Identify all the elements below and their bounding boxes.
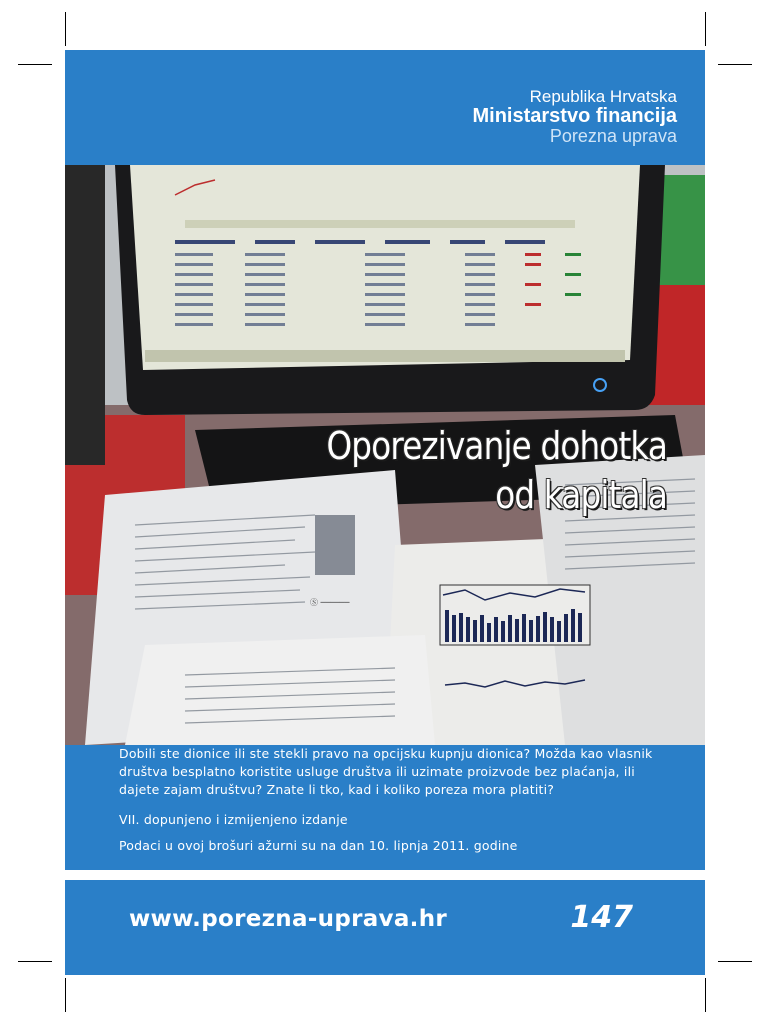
- footer-band: [65, 880, 705, 975]
- intro-paragraph: Dobili ste dionice ili ste stekli pravo na opcijsku kupnju dionica? Možda kao vlasnik društva besplatno koristite usluge društva ili uzimate proizvode bez plaćanja, ili dajete zajam društvu? Znate li tko, kad i koliko poreza mora platiti?: [119, 746, 653, 797]
- crop-mark: [18, 961, 52, 962]
- header-band: [65, 50, 705, 165]
- ministry-name: Ministarstvo financija: [472, 104, 677, 127]
- crop-mark: [18, 64, 52, 65]
- website-link[interactable]: www.porezna-uprava.hr: [129, 906, 448, 932]
- crop-mark: [65, 978, 66, 1012]
- ministry-block: [473, 88, 678, 146]
- crop-mark: [718, 961, 752, 962]
- crop-mark: [705, 12, 706, 46]
- cover-title: [326, 422, 667, 519]
- info-band: [65, 745, 705, 870]
- separator-strip: [65, 870, 705, 880]
- title-line-2: od kapitala: [495, 472, 667, 517]
- crop-mark: [65, 12, 66, 46]
- data-date-note: Podaci u ovoj brošuri ažurni su na dan 10. lipnja 2011. godine: [119, 838, 518, 853]
- brochure-number: 147: [570, 900, 633, 935]
- crop-mark: [705, 978, 706, 1012]
- svg-text:Ⓢ ──────: Ⓢ ──────: [310, 598, 350, 607]
- crop-mark: [718, 64, 752, 65]
- country-name: Republika Hrvatska: [529, 87, 677, 106]
- agency-name: Porezna uprava: [549, 125, 677, 146]
- brochure-cover: [65, 50, 705, 975]
- edition-note: VII. dopunjeno i izmijenjeno izdanje: [119, 812, 348, 827]
- title-line-1: Oporezivanje dohotka: [326, 424, 667, 468]
